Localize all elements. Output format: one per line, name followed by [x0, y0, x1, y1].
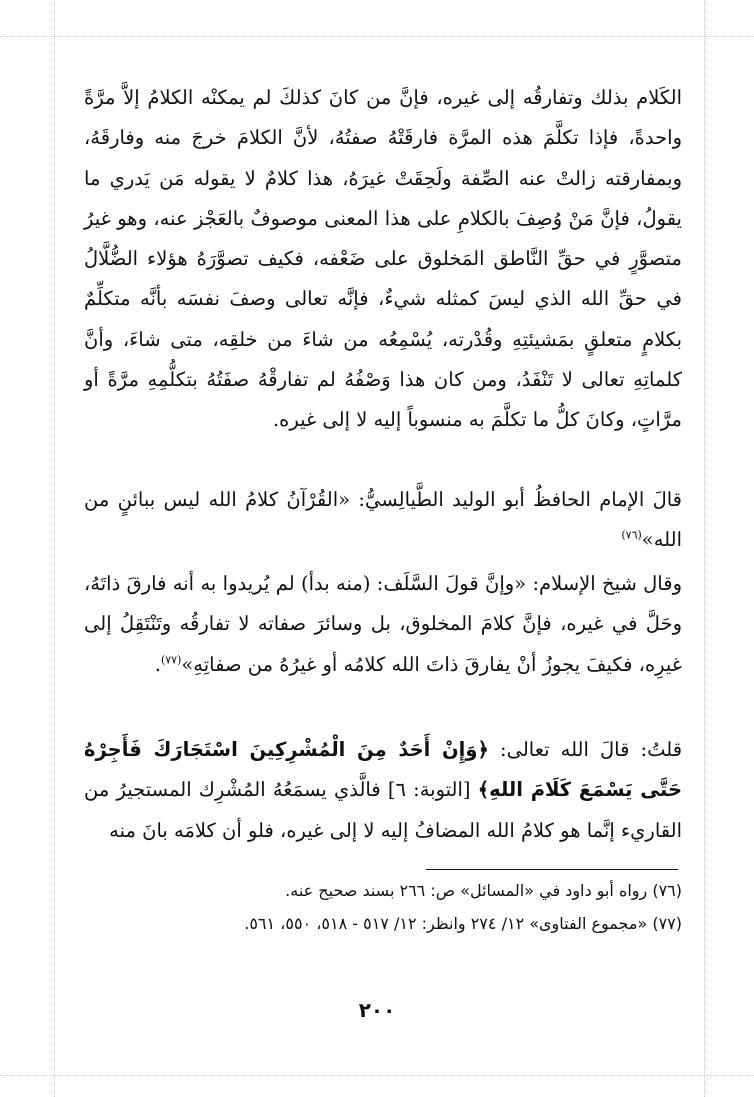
- footnote-ref-77: (٧٧): [160, 653, 182, 667]
- footnote-77: (٧٧) «مجموع الفتاوى» ١٢/ ٢٧٤ وانظر: ١٢/ ٥١٧ - ٥١٨، ٥٥٠، ٥٦١.: [244, 914, 682, 933]
- footnote-separator: [426, 869, 678, 870]
- scan-guide-line: [704, 0, 705, 1097]
- paragraph-4-block: [84, 730, 682, 851]
- paragraph-3-block: [84, 564, 682, 685]
- paragraph-3-suffix: .: [154, 652, 161, 676]
- paragraph-1: الكَلام بذلك وتفارقُه إلى غيره، فإنَّ من كانَ كذلكَ لم يمكنْه الكلامُ إلاَّ مرَّةً واحدةً، فإذا تكلَّمَ هذه المرَّة فارقَتْهُ صفتُهُ، لأنَّ الكلامَ خرجَ منه وفارقَهُ، وبمفارقته زالتْ عنه الصِّفة ولَحِقَتْ غيرَهُ، هذا كلامٌ لا يقوله مَن يَدري ما يقولُ، فإنَّ مَنْ وُصِفَ بالكلامِ على هذا المعنى موصوفٌ بالعَجْز عنه، وهو غيرُ متصوَّرٍ في حقِّ النَّاطق المَخلوق على ضَعْفه، فكيف تصوَّرَهُ هؤلاء الضُّلَّالُ في حقِّ الله الذي ليسَ كمثله شيءٌ، فإنَّه تعالى وصفَ نفسَه بأنَّه متكلِّمٌ بكلامٍ متعلقٍ بمَشيئتِهِ وقُدْرته، يُسْمِعُه من شاءَ من خلقِه، متى شاءَ، وأنَّ كلماتِهِ تعالى لا تَنْفَدُ، ومن كان هذا وَصْفُهُ لم تفارقْهُ صفَتُهُ بتكلُّمِهِ مرَّةً أو مرَّاتٍ، وكانَ كلُّ ما تكلَّمَ به منسوباً إليه لا إلى غيره.: [84, 86, 682, 432]
- paragraph-1-block: [84, 78, 682, 441]
- paragraph-4: [84, 730, 682, 851]
- scan-guide-line: [0, 36, 754, 37]
- paragraph-2: [84, 480, 682, 561]
- paragraph-2-text: قالَ الإمام الحافظُ أبو الوليد الطَّيالِسيُّ: «القُرْآنُ كلامُ الله ليس ببائنٍ من الله»: [84, 488, 682, 552]
- paragraph-3: [84, 564, 682, 685]
- footnotes: [84, 874, 682, 940]
- scan-guide-line: [54, 0, 55, 1097]
- paragraph-4-text: [التوبة: ٦] فالَّذي يسمَعُهُ المُشْرِك المستجيرُ من القاريء إنَّما هو كلامُ الله المضافُ إليه لا إلى غيره، فلو أن كلامَه بانَ منه: [84, 778, 682, 842]
- quran-verse: ﴿وَإِنْ أَحَدٌ مِنَ الْمُشْرِكِينَ اسْتَجَارَكَ فَأَجِرْهُ حَتَّى يَسْمَعَ كَلَامَ اللهِ﴾: [84, 738, 682, 802]
- footnote-ref-76: (٧٦): [621, 528, 642, 542]
- paragraph-4-prefix: قلتُ: قالَ الله تعالى:: [488, 738, 683, 761]
- page-number: ٢٠٠: [358, 998, 396, 1022]
- paragraph-3-text: وقال شيخ الإسلام: «وإنَّ قولَ السَّلَف: (منه بدأ) لم يُريدوا به أنه فارقَ ذاتَهُ، وحَلَّ في غيره، فإنَّ كلامَ المخلوق، بل وسائرَ صفاته لا تفارقُه وتَنْتَقِلُ إلى غيرِه، فكيفَ يجوزُ أنْ يفارقَ ذاتَ الله كلامُه أو غيرُهُ من صفاتِهِ»: [84, 572, 682, 676]
- footnote-76: (٧٦) رواه أبو داود في «المسائل» ص: ٢٦٦ بسند صحيح عنه.: [285, 881, 682, 900]
- paragraph-2-block: [84, 480, 682, 561]
- scan-guide-line: [0, 1075, 754, 1076]
